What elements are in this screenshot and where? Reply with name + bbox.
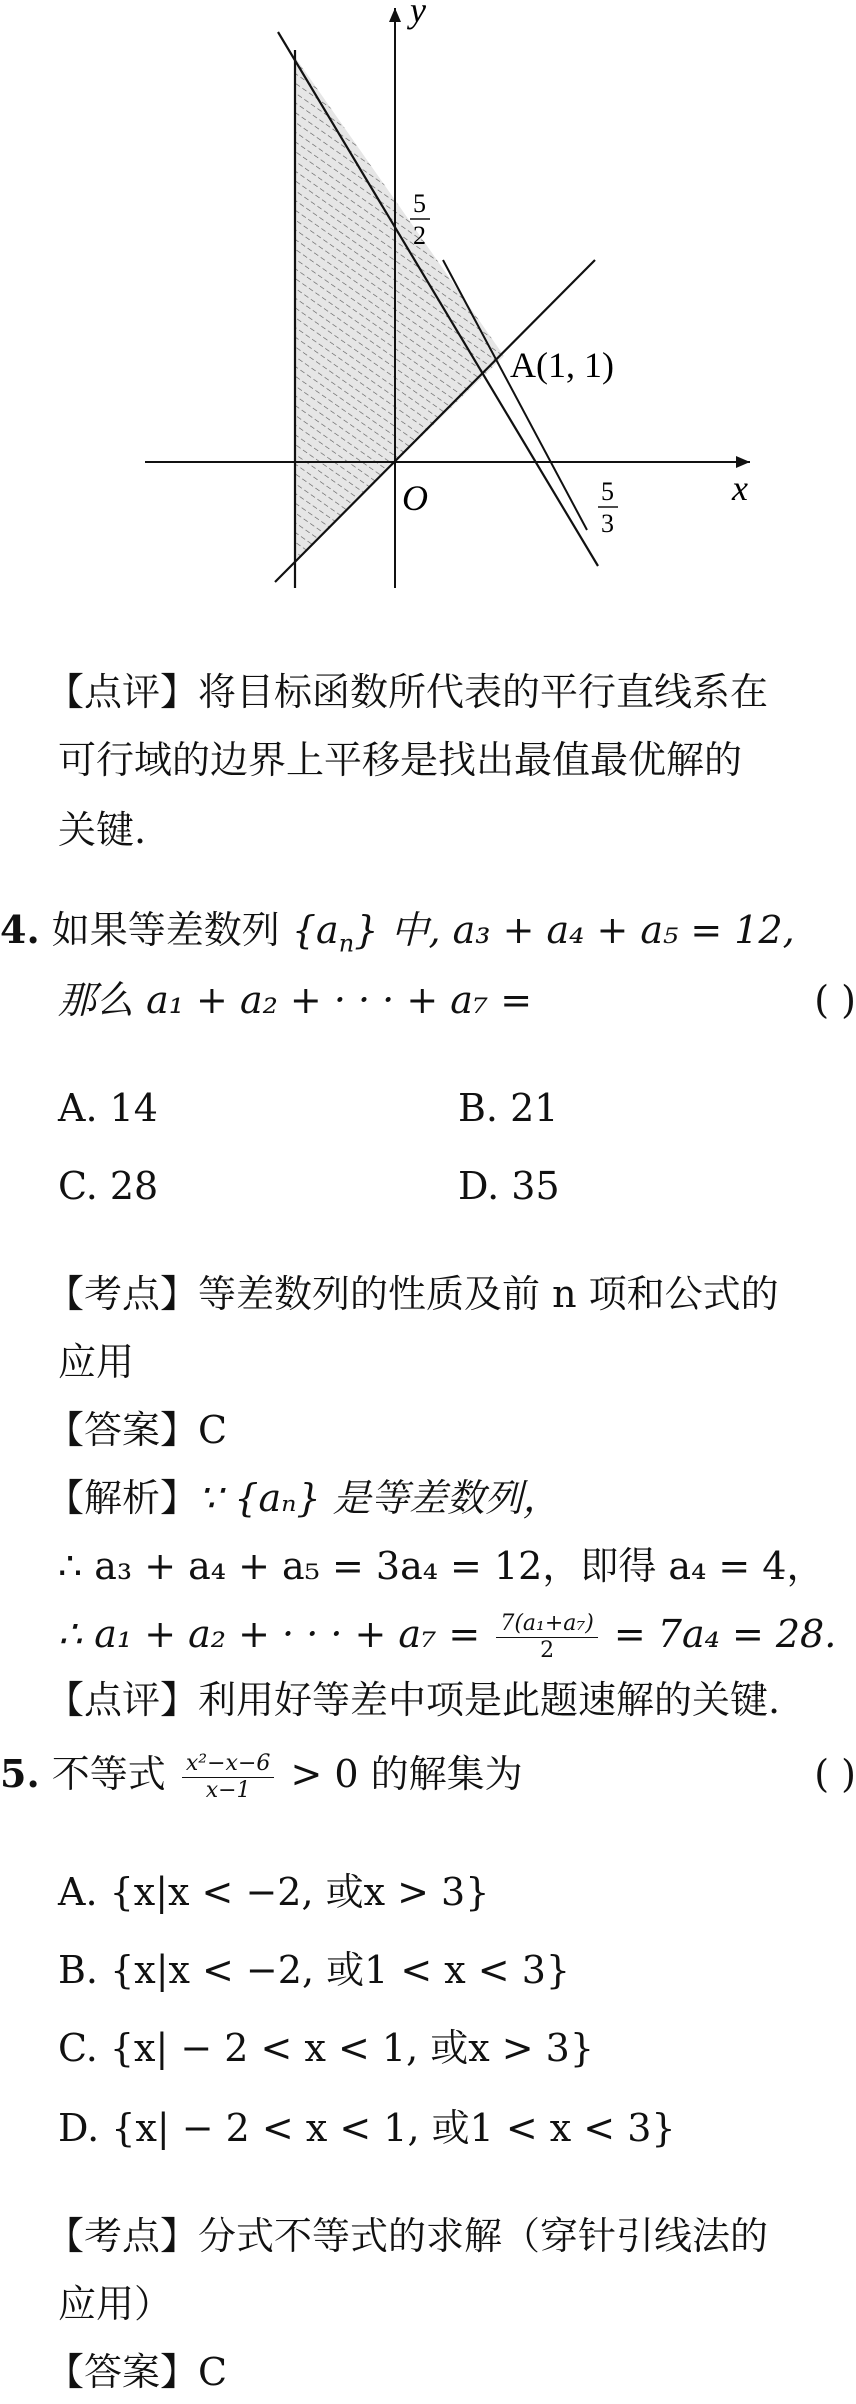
origin-label: O [402,478,428,518]
q4-option-d: D. 35 [458,1164,560,1208]
q4-analysis-line1: 【解析】∵ {aₙ} 是等差数列， [46,1476,561,1520]
x-intercept-denominator: 3 [601,509,614,538]
q4-analysis-fraction: $\frac{\text{7(a₁+a₇)}}{2}$ [496,1611,597,1664]
q5-kaodian-line2: 应用） [58,2282,173,2326]
comment1-line2: 可行域的边界上平移是找出最值最优解的 [58,738,743,782]
point-a-label: A(1, 1) [510,345,614,385]
comment-tag: 【点评】 [46,670,199,714]
q4-stem-line2: 那么 a₁ + a₂ + · · · + a₇ = ( ) [58,978,856,1022]
q4-answer: 【答案】C [46,1408,228,1452]
comment1-line1: 【点评】将目标函数所代表的平行直线系在 [46,670,769,714]
q5-stem: 5. 不等式 $\frac{\text{x²−x−6}}{x-1}$ > 0 的解集为 ( ) [0,1751,856,1803]
y-intercept-denominator: 2 [413,221,426,250]
q4-number: 4. [0,907,40,952]
x-axis-label: x [732,468,748,508]
q5-answer: 【答案】C [46,2350,228,2394]
q5-number: 5. [0,1751,40,1796]
q5-fraction: $\frac{\text{x²−x−6}}{x-1}$ [182,1751,275,1804]
y-axis-label: y [410,0,426,30]
q4-analysis-line3: ∴ a₁ + a₂ + · · · + a₇ = $\frac{\text{7(a₁+a₇)}}{2}$ = 7a₄ = 28. [58,1611,837,1663]
q4-stem-line1: 4. 如果等差数列 $\{a_n\}$ 中, a₃ + a₄ + a₅ = 12, [0,907,795,958]
q5-answer-blank: ( ) [814,1752,856,1796]
y-intercept-numerator: 5 [413,189,426,218]
q4-option-a: A. 14 [58,1086,158,1130]
x-intercept-numerator: 5 [601,477,614,506]
q5-option-a: A. {x|x < −2, 或x > 3} [58,1870,490,1914]
q4-kaodian-line2: 应用 [58,1340,135,1384]
comment1-line3: 关键. [58,808,147,852]
q5-option-c: C. {x| − 2 < x < 1, 或x > 3} [58,2026,595,2070]
q5-option-b: B. {x|x < −2, 或1 < x < 3} [58,1948,571,1992]
objective-line [443,260,587,530]
feasible-region-figure [120,0,780,600]
q5-kaodian-line1: 【考点】分式不等式的求解（穿针引线法的 [46,2214,769,2258]
q4-comment: 【点评】利用好等差中项是此题速解的关键. [46,1678,781,1722]
q4-analysis-line2: ∴ a₃ + a₄ + a₅ = 3a₄ = 12，即得 a₄ = 4， [58,1544,825,1588]
q4-answer-blank: ( ) [814,978,856,1022]
q4-option-c: C. 28 [58,1164,159,1208]
q5-option-d: D. {x| − 2 < x < 1, 或1 < x < 3} [58,2106,676,2150]
q4-option-b: B. 21 [458,1086,559,1130]
q4-kaodian-line1: 【考点】等差数列的性质及前 n 项和公式的 [46,1272,779,1316]
